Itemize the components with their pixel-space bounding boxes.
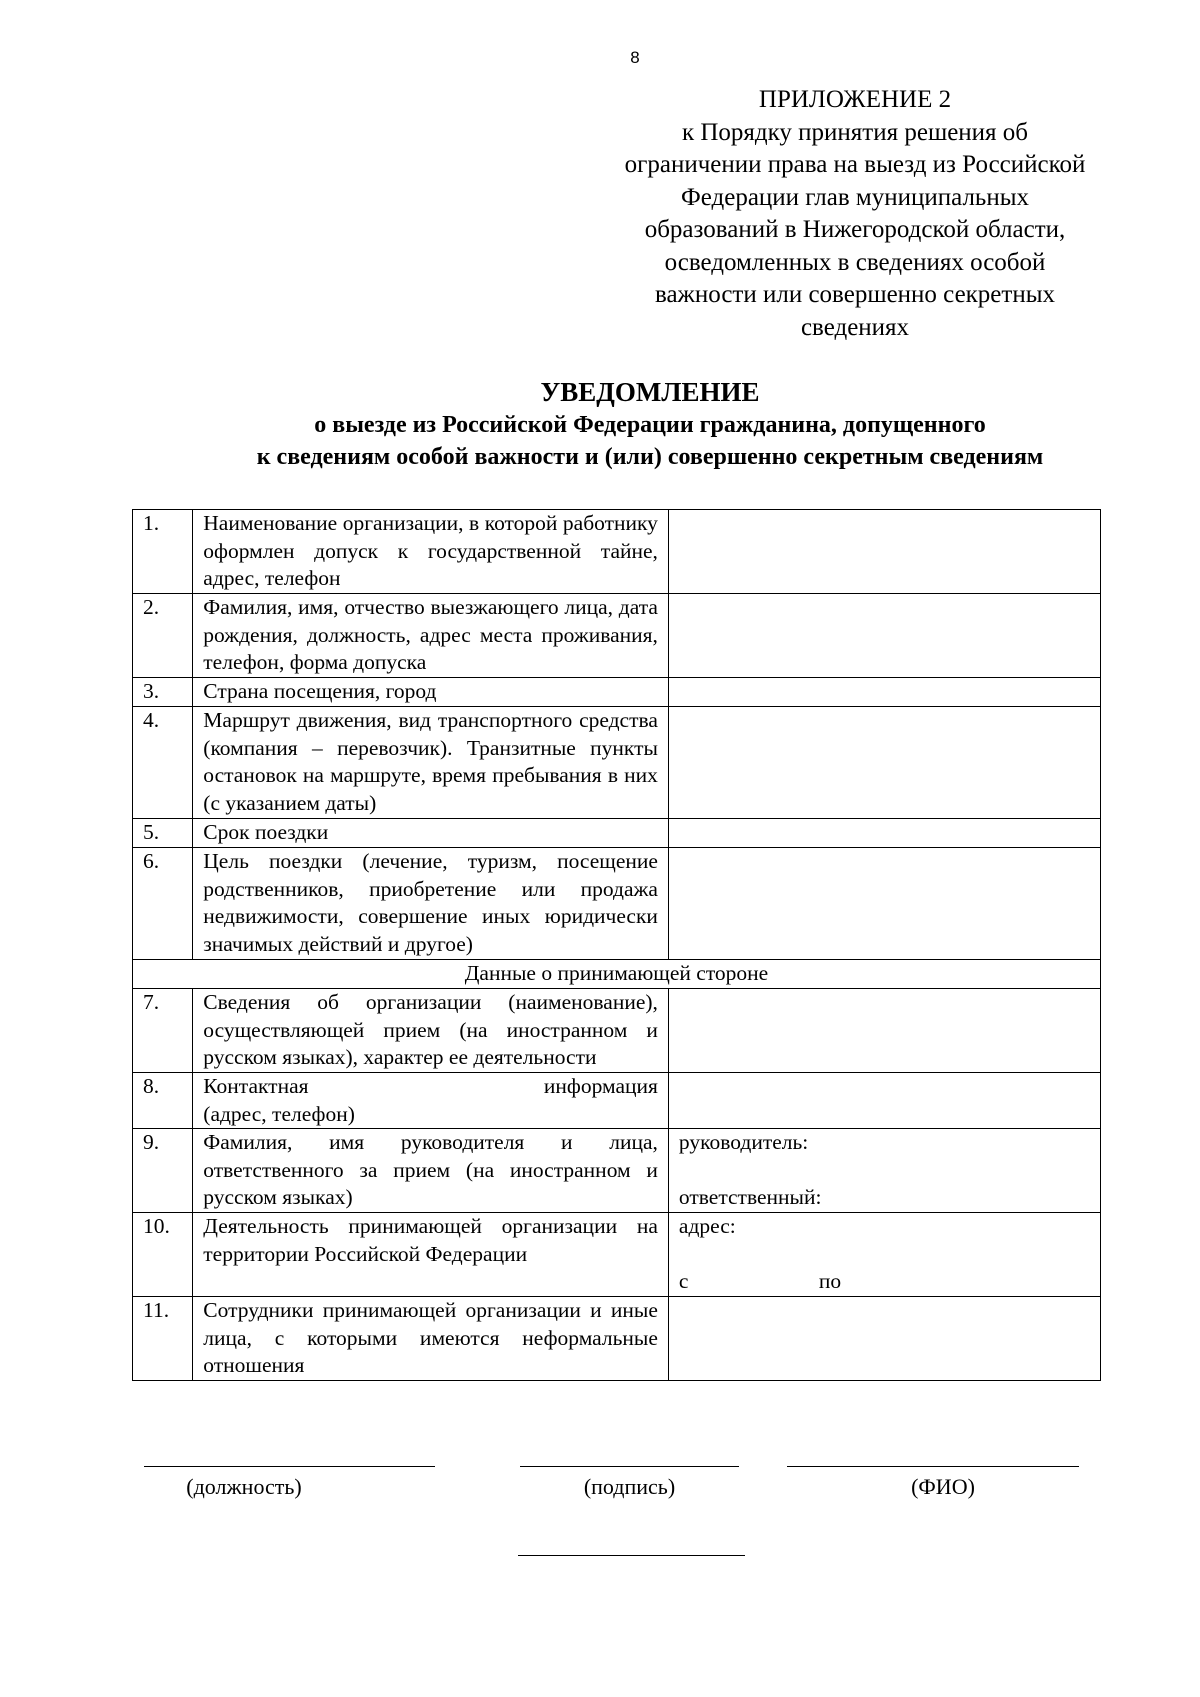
table-row [133, 678, 1101, 707]
row-value-field[interactable] [668, 510, 1100, 594]
appendix-header [590, 84, 1120, 344]
table-row [133, 1213, 1101, 1297]
row-number: 11. [133, 1297, 193, 1381]
period-from-label: с [678, 1269, 689, 1293]
document-subtitle-line-2: к сведениям особой важности и (или) совершенно секретным сведениям [256, 444, 1044, 470]
appendix-line: важности или совершенно секретных [654, 281, 1056, 308]
date-line[interactable] [518, 1555, 745, 1556]
table-row [133, 594, 1101, 678]
row-label: Наименование организации, в которой работнику оформлен допуск к государственной тайне, адрес, телефон [193, 510, 669, 594]
row-number: 4. [133, 707, 193, 819]
row-number: 8. [133, 1073, 193, 1129]
appendix-line: сведениях [800, 313, 910, 341]
row-value-field[interactable] [668, 1073, 1100, 1129]
row-label-line: (адрес, телефон) [203, 1101, 355, 1126]
table-row [133, 989, 1101, 1073]
document-title: УВЕДОМЛЕНИЕ [540, 377, 760, 407]
table-row [133, 510, 1101, 594]
row-number: 2. [133, 594, 193, 678]
row-label: Сотрудники принимающей организации и иные лица, с которыми имеются неформальные отношения [193, 1297, 669, 1381]
row-number: 5. [133, 819, 193, 848]
page-number: 8 [630, 48, 640, 67]
row-value-field[interactable] [668, 594, 1100, 678]
name-caption: (ФИО) [911, 1474, 975, 1499]
row-value-field[interactable] [668, 1213, 1100, 1297]
appendix-line: ПРИЛОЖЕНИЕ 2 [758, 86, 952, 113]
row-label: Сведения об организации (наименование), осуществляющей прием (на иностранном и русском языках), характер ее деятельности [193, 989, 669, 1073]
document-subtitle-line-1: о выезде из Российской Федерации гражданина, допущенного [314, 412, 986, 438]
row-label: Цель поездки (лечение, туризм, посещение родственников, приобретение или продажа недвижимости, совершение иных юридически значимых действий и другое) [193, 848, 669, 960]
row-value-field[interactable] [668, 819, 1100, 848]
table-row [133, 848, 1101, 960]
notification-form-table [132, 509, 1101, 1381]
table-row [133, 1297, 1101, 1381]
row-label: Маршрут движения, вид транспортного средства (компания – перевозчик). Транзитные пункты остановок на маршруте, время пребывания в них (с указанием даты) [193, 707, 669, 819]
document-heading [120, 376, 1180, 473]
value-spacer [679, 1241, 1090, 1269]
row-value-field[interactable] [668, 707, 1100, 819]
row-number: 3. [133, 678, 193, 707]
table-row [133, 819, 1101, 848]
row-label: Деятельность принимающей организации на территории Российской Федерации [193, 1213, 669, 1297]
row-label: Срок поездки [193, 819, 669, 848]
responsible-label: ответственный: [678, 1185, 822, 1209]
position-caption: (должность) [186, 1474, 302, 1499]
row-label-line: Контактная информация [203, 1074, 658, 1098]
table-row [133, 1073, 1101, 1129]
row-number: 1. [133, 510, 193, 594]
signature-caption: (подпись) [583, 1474, 676, 1499]
name-signature-line[interactable] [787, 1466, 1079, 1467]
row-value-field[interactable] [668, 678, 1100, 707]
appendix-line: Федерации глав муниципальных [680, 183, 1029, 211]
appendix-line: образований в Нижегородской области, [644, 216, 1066, 243]
period-range [679, 1268, 1090, 1296]
appendix-line: к Порядку принятия решения об [681, 118, 1029, 146]
row-number: 9. [133, 1129, 193, 1213]
row-label: Страна посещения, город [193, 678, 669, 707]
row-value-field[interactable] [668, 1297, 1100, 1381]
row-number: 6. [133, 848, 193, 960]
value-spacer [679, 1157, 1090, 1185]
row-value-field[interactable] [668, 989, 1100, 1073]
section-header-row [133, 960, 1101, 989]
table-row [133, 707, 1101, 819]
row-label: Фамилия, имя, отчество выезжающего лица, дата рождения, должность, адрес места проживания, телефон, форма допуска [193, 594, 669, 678]
address-label: адрес: [678, 1214, 736, 1238]
row-number: 10. [133, 1213, 193, 1297]
section-header: Данные о принимающей стороне [133, 960, 1101, 989]
position-signature-line[interactable] [144, 1466, 435, 1467]
row-label [193, 1073, 669, 1129]
table-row [133, 1129, 1101, 1213]
appendix-line: осведомленных в сведениях особой [664, 248, 1046, 276]
head-label: руководитель: [678, 1130, 809, 1154]
appendix-line: ограничении права на выезд из Российской [624, 151, 1086, 178]
row-label: Фамилия, имя руководителя и лица, ответственного за прием (на иностранном и русском языках) [193, 1129, 669, 1213]
period-to-label: по [818, 1269, 842, 1293]
row-number: 7. [133, 989, 193, 1073]
row-value-field[interactable] [668, 1129, 1100, 1213]
signature-line[interactable] [520, 1466, 739, 1467]
row-value-field[interactable] [668, 848, 1100, 960]
